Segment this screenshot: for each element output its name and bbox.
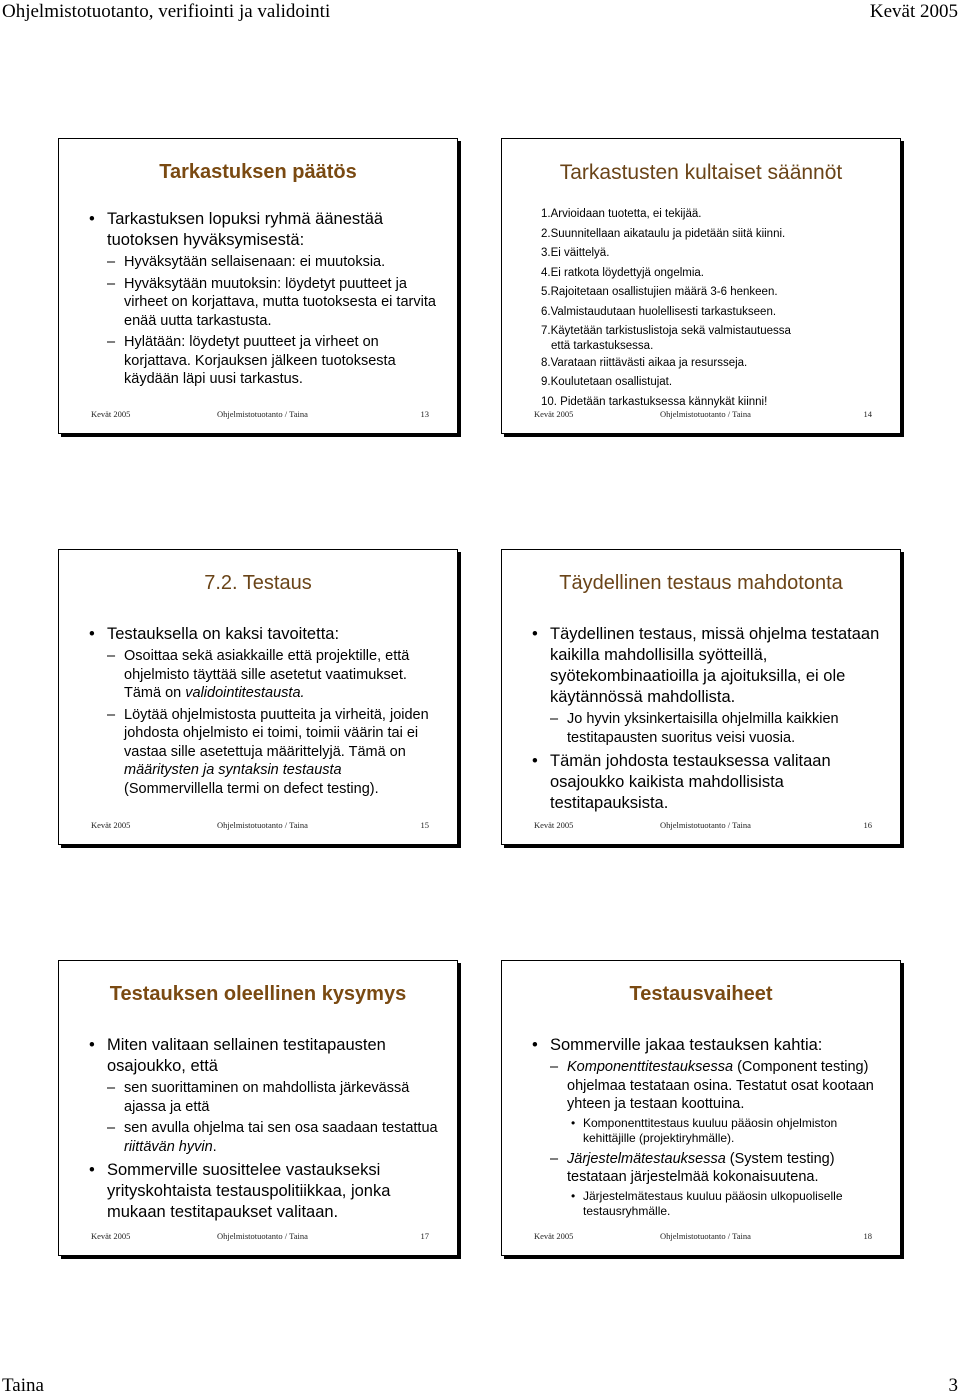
- sub-bullet-item: – Hylätään: löydetyt puutteet ja virheet on korjattava. Korjauksen jälkeen tuotoksesta käydään läpi uusi tarkastus.: [107, 334, 396, 387]
- slide-18: [501, 960, 901, 1256]
- slide-body: [87, 209, 441, 393]
- slide-number: 16: [863, 820, 872, 830]
- sub-bullet-item: – Löytää ohjelmistosta puutteita ja virheitä, joiden johdosta ohjelmisto ei toimi, toimii väärin tai ei vastaa sille asetettuja määrittelyjä. Tämä on määritysten ja syntaksin testausta (Sommervillella termi on defect testing).: [107, 706, 429, 797]
- sub-bullet-item: – Hyväksytään sellaisenaan: ei muutoksia.: [107, 254, 386, 270]
- sub-bullet-item: – Osoittaa sekä asiakkaille että projektille, että ohjelmisto täyttää sille asetetut vaatimukset. Tämä on validointitestausta.: [107, 648, 410, 701]
- slide-title: Täydellinen testaus mahdotonta: [559, 572, 843, 594]
- slide-body: [530, 624, 884, 817]
- bullet-item: • Täydellinen testaus, missä ohjelma testataan kaikilla mahdollisilla syötteillä, syötekombinaatioilla ja ajoituksilla, ei ole käytännössä mahdollista. – Jo hyvin yksinkertaisilla ohjelmilla kaikkien testitapausten suoritus veisi vuosia.: [530, 624, 884, 747]
- slide-15: [58, 549, 458, 845]
- author-label: Taina: [2, 1375, 44, 1396]
- rule-item: 6.Valmistaudutaan huolellisesti tarkastukseen.: [541, 305, 777, 318]
- slide-13: [58, 138, 458, 434]
- rule-item: 7.Käytetään tarkistuslistoja sekä valmistautuessa että tarkastuksessa.: [541, 325, 791, 352]
- sub-bullet-item: – Järjestelmätestauksessa (System testing) testataan järjestelmää kokonaisuutena. • Järjestelmätestaus kuuluu pääosin ulkopuoliselle testausryhmälle.: [550, 1150, 884, 1220]
- slide-footer: Kevät 2005 Ohjelmistotuotanto / Taina 17: [91, 1231, 429, 1241]
- bullet-dot-icon: •: [89, 625, 95, 643]
- rule-item: 10. Pidetään tarkastuksessa kännykät kiinni!: [541, 395, 768, 408]
- bullet-dot-icon: •: [571, 1115, 576, 1130]
- slide-number: 14: [863, 409, 872, 419]
- dash-icon: –: [107, 275, 116, 292]
- sub-bullet-item: – sen suorittaminen on mahdollista järkevässä ajassa ja että: [107, 1080, 410, 1115]
- slide-footer: Kevät 2005 Ohjelmistotuotanto / Taina 13: [91, 409, 429, 419]
- slide-16: [501, 549, 901, 845]
- sub-bullet-item: – Komponenttitestauksessa (Component testing) ohjelmaa testataan osina. Testatut osat kootaan yhteen ja testaan koottuina. • Komponenttitestaus kuuluu pääosin ohjelmiston kehittäjille (projektiryhmälle).: [550, 1058, 884, 1147]
- slide-title: Tarkastuksen päätös: [159, 161, 357, 183]
- slide-body: [87, 624, 441, 802]
- bullet-dot-icon: •: [532, 752, 538, 770]
- dash-icon: –: [107, 648, 116, 664]
- rule-item: 4.Ei ratkota löydettyjä ongelmia.: [541, 266, 705, 279]
- sub-bullet-item: – Jo hyvin yksinkertaisilla ohjelmilla kaikkien testitapausten suoritus veisi vuosia.: [550, 711, 839, 746]
- bullet-item: • Testauksella on kaksi tavoitetta: – Osoittaa sekä asiakkaille että projektille, että ohjelmisto täyttää sille asetetut vaatimukset. Tämä on validointitestausta. – Löytää ohjelmistosta puutteita ja virheitä, joiden johdosta ohjelmisto ei toimi, toimii väärin tai ei vastaa sille asetettuja määrittelyjä. Tämä on määritysten ja syntaksin testausta (Sommervillella termi on defect testing).: [87, 624, 441, 798]
- rule-item: 5.Rajoitetaan osallistujien määrä 3-6 henkeen.: [541, 286, 778, 298]
- dash-icon: –: [107, 1080, 116, 1096]
- bullet-dot-icon: •: [532, 1036, 538, 1054]
- slide-number: 15: [420, 820, 429, 830]
- slide-title: 7.2. Testaus: [204, 572, 312, 594]
- bullet-item: • Miten valitaan sellainen testitapausten osajoukko, että – sen suorittaminen on mahdollista järkevässä ajassa ja että – sen avulla ohjelma tai sen osa saadaan testattua riittävän hyvin.: [87, 1035, 441, 1156]
- bullet-item: • Tarkastuksen lopuksi ryhmä äänestää tuotoksen hyväksymisestä: – Hyväksytään sellaisenaan: ei muutoksia. – Hyväksytään muutoksin: löydetyt puutteet ja virheet on korjattava, mutta tuotoksesta ei tarvita enää uutta tarkastusta. – Hylätään: löydetyt puutteet ja virheet on korjattava. Korjauksen jälkeen tuotoksesta käydään läpi uusi tarkastus.: [87, 209, 441, 389]
- page-number: 3: [948, 1375, 958, 1396]
- term-label: Kevät 2005: [869, 1, 958, 22]
- bullet-dot-icon: •: [89, 1161, 95, 1179]
- slide-number: 17: [420, 1231, 429, 1241]
- dash-icon: –: [107, 254, 116, 270]
- dash-icon: –: [107, 334, 116, 350]
- dash-icon: –: [107, 706, 116, 723]
- slide-title: Tarkastusten kultaiset säännöt: [559, 161, 843, 184]
- bullet-dot-icon: •: [89, 1036, 95, 1054]
- sub-sub-bullet-item: • Järjestelmätestaus kuuluu pääosin ulkopuoliselle testausryhmälle.: [571, 1188, 843, 1218]
- sub-sub-bullet-item: • Komponenttitestaus kuuluu pääosin ohjelmiston kehittäjille (projektiryhmälle).: [571, 1115, 838, 1145]
- rule-item: 8.Varataan riittävästi aikaa ja resursseja.: [541, 356, 748, 369]
- rule-item: 9.Koulutetaan osallistujat.: [541, 376, 673, 388]
- slide-14: [501, 138, 901, 434]
- slide-17: [58, 960, 458, 1256]
- dash-icon: –: [550, 711, 559, 727]
- slide-footer: Kevät 2005 Ohjelmistotuotanto / Taina 16: [534, 820, 872, 830]
- slide-footer: Kevät 2005 Ohjelmistotuotanto / Taina 18: [534, 1231, 872, 1241]
- bullet-item: • Sommerville jakaa testauksen kahtia: – Komponenttitestauksessa (Component testing) ohjelmaa testataan osina. Testatut osat kootaan yhteen ja testaan koottuina. • Komponenttitestaus kuuluu pääosin ohjelmiston kehittäjille (projektiryhmälle). – Järjestelmätestauksessa (System testing) testataan järjestelmää kokonaisuutena. • Järjestelmätestaus kuuluu pääosin ulkopuoliselle testausryhmälle.: [530, 1035, 884, 1220]
- bullet-item: • Sommerville suosittelee vastaukseksi yrityskohtaista testauspolitiikkaa, jonka mukaan testitapaukset valitaan.: [89, 1161, 391, 1221]
- page-footer: [0, 1375, 960, 1399]
- page-header: [0, 0, 960, 26]
- slide-number: 18: [863, 1231, 872, 1241]
- dash-icon: –: [550, 1150, 559, 1167]
- slide-body: [87, 1035, 441, 1226]
- document-title: Ohjelmistotuotanto, verifiointi ja validointi: [2, 1, 331, 22]
- dash-icon: –: [107, 1120, 116, 1136]
- rule-item: 3.Ei väittelyä.: [541, 247, 610, 259]
- slide-title: Testausvaiheet: [629, 983, 773, 1005]
- slide-footer: Kevät 2005 Ohjelmistotuotanto / Taina 15: [91, 820, 429, 830]
- bullet-item: • Tämän johdosta testauksessa valitaan osajoukko kaikista mahdollisista testitapauksista.: [532, 752, 831, 812]
- rule-item: 1.Arvioidaan tuotetta, ei tekijää.: [541, 208, 702, 220]
- sub-bullet-item: – sen avulla ohjelma tai sen osa saadaan testattua riittävän hyvin.: [107, 1120, 438, 1155]
- dash-icon: –: [550, 1059, 559, 1075]
- slide-body: [530, 1035, 884, 1224]
- rule-item: 2.Suunnitellaan aikataulu ja pidetään siitä kiinni.: [541, 227, 786, 240]
- slide-body: [541, 205, 884, 412]
- bullet-dot-icon: •: [571, 1188, 576, 1203]
- slide-footer: Kevät 2005 Ohjelmistotuotanto / Taina 14: [534, 409, 872, 419]
- bullet-dot-icon: •: [89, 210, 95, 228]
- sub-bullet-item: – Hyväksytään muutoksin: löydetyt puutteet ja virheet on korjattava, mutta tuotoksesta ei tarvita enää uutta tarkastusta.: [107, 275, 436, 329]
- bullet-dot-icon: •: [532, 625, 538, 643]
- slide-title: Testauksen oleellinen kysymys: [109, 983, 407, 1005]
- slide-number: 13: [420, 409, 429, 419]
